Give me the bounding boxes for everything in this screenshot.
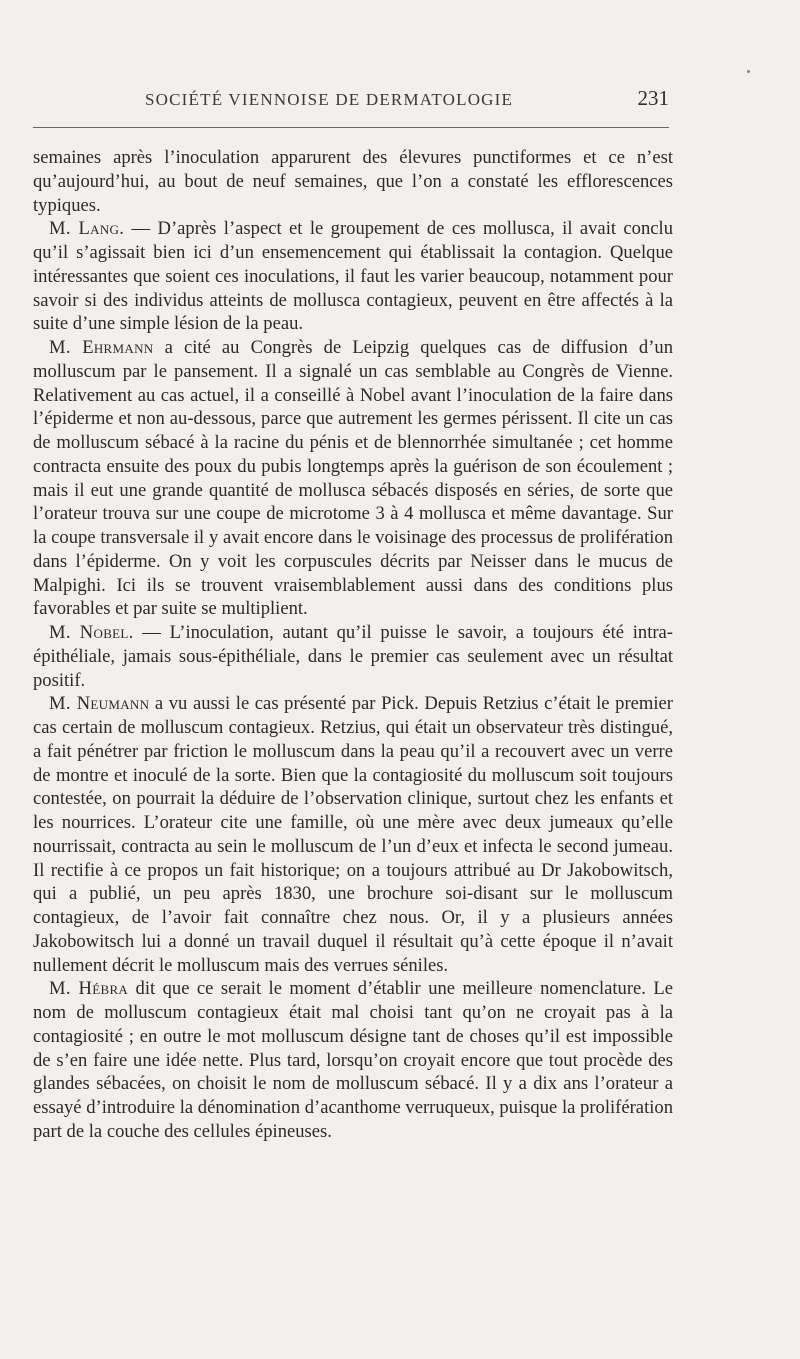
paragraph-neumann <box>33 692 673 977</box>
paragraph-text: dit que ce serait le moment d’établir une meilleure nomenclature. Le nom de molluscum contagieux était mal choisi tant qu’on ne croyait pas à la contagiosité ; en outre le mot molluscum désigne tant de choses qu’il est impossible de s’en faire une idée nette. Plus tard, lorsqu’on croyait encore que tout procède des glandes sébacées, on choisit le nom de molluscum sébacé. Il y a dix ans l’orateur a essayé d’introduire la dénomination d’acanthome verruqueux, puisque la prolifération part de la couche des cellules épineuses. <box>33 978 673 1142</box>
header-rule <box>33 127 669 128</box>
paragraph-text: — L’inoculation, autant qu’il puisse le savoir, a toujours été intra-épithéliale, jamais sous-épithéliale, dans le premier cas seulement avec un résultat positif. <box>33 622 674 691</box>
paper-speck <box>747 70 750 73</box>
speaker-name: M. Lang. <box>49 218 125 240</box>
paragraph-lang <box>33 217 673 336</box>
page-number: 231 <box>637 86 669 110</box>
paragraph-text: a vu aussi le cas présenté par Pick. Depuis Retzius c’était le premier cas certain de molluscum contagieux. Retzius, qui était un observateur très distingué, a fait pénétrer par friction le molluscum dans la peau qu’il a recouvert avec un verre de montre et inoculé de la sorte. Bien que la contagiosité du molluscum soit toujours contestée, on pourrait la déduire de l’observation clinique, surtout chez les enfants et les nourrices. L’orateur cite une famille, où une mère avec deux jumeaux qu’elle nourrissait, contracta au sein le molluscum de l’un d’eux et infecta le second jumeau. Il rectifie à ce propos un fait historique; on a toujours attribué au Dr Jakobowitsch, qui a publié, un peu après 1830, une brochure soi-disant sur le molluscum contagieux, de l’avoir fait connaître chez nous. Or, il y a plusieurs années Jakobowitsch lui a donné un travail duquel il résultait qu’à cette époque il n’avait nullement décrit le molluscum mais des verrues séniles. <box>33 693 673 976</box>
speaker-name: M. Neumann <box>49 693 150 715</box>
paragraph-nobel <box>33 621 673 692</box>
running-title: SOCIÉTÉ VIENNOISE DE DERMATOLOGIE <box>145 90 514 109</box>
page-header <box>33 86 669 116</box>
speaker-name: M. Nobel. <box>49 622 134 643</box>
paragraph-text: a cité au Congrès de Leipzig quelques cas de diffusion d’un molluscum par le pansement. Il a signalé un cas semblable au Congrès de Vienne. Relativement au cas actuel, il a conseillé à Nobel avant l’inoculation de la faire dans l’épiderme et non au-dessous, parce que autrement les germes périssent. Il cite un cas de molluscum sébacé à la racine du pénis et de blennorrhée simultanée ; cet homme contracta ensuite des poux du pubis longtemps après la guérison de son écoulement ; mais il eut une grande quantité de mollusca sébacés disposés en séries, de sorte que l’orateur trouva sur une coupe de microtome 3 à 4 mollusca et même davantage. Sur la coupe transversale il y avait encore dans le voisinage des processus de prolifération dans l’épiderme. On y voit les corpuscules décrits par Neisser dans le mucus de Malpighi. Ici ils se trouvent vraisemblablement aussi dans des conditions plus favorables et par suite se multiplient. <box>33 337 673 620</box>
paragraph-continuation <box>33 146 673 217</box>
paragraph-hebra <box>33 977 673 1143</box>
paragraph-ehrmann <box>33 336 673 621</box>
paragraph-text: semaines après l’inoculation apparurent des élevures punctiformes et ce n’est qu’aujourd’hui, au bout de neuf semaines, que l’on a constaté les efflorescences typiques. <box>33 147 673 216</box>
speaker-name: M. Hébra <box>49 978 129 1000</box>
speaker-name: M. Ehrmann <box>49 337 154 358</box>
body-text <box>33 146 673 1144</box>
paragraph-text: — D’après l’aspect et le groupement de ces mollusca, il avait conclu qu’il s’agissait bien ici d’un ensemencement qui établissait la contagion. Quelque intéressantes que soient ces inoculations, il faut les varier beaucoup, notamment pour savoir si des individus atteints de mollusca contagieux, peuvent en être affectés à la suite d’une simple lésion de la peau. <box>33 218 673 335</box>
